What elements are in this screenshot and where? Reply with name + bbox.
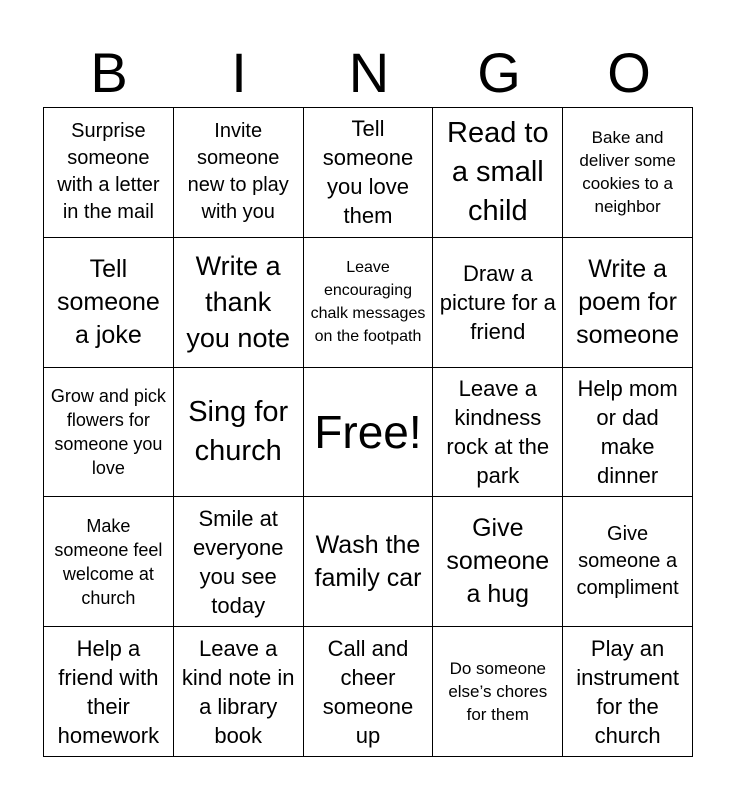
cell-text: Grow and pick flowers for someone you love — [50, 385, 166, 478]
bingo-cell-r4c1[interactable] — [44, 497, 174, 627]
bingo-cell-r5c2[interactable] — [174, 627, 304, 757]
cell-text: Tell someone a joke — [56, 254, 160, 349]
bingo-cell-r5c3[interactable] — [304, 627, 434, 757]
cell-text: Help mom or dad make dinner — [577, 375, 678, 488]
bingo-cell-r5c1[interactable] — [44, 627, 174, 757]
header-letter-n: N — [348, 41, 390, 104]
cell-text: Give someone a hug — [446, 514, 550, 609]
bingo-cell-r3c5[interactable] — [563, 368, 693, 498]
cell-text: Leave a kindness rock at the park — [446, 375, 550, 488]
bingo-board — [43, 107, 693, 757]
cell-text: Tell someone you love them — [322, 116, 414, 229]
bingo-cell-r1c2[interactable] — [174, 108, 304, 238]
bingo-cell-r3c1[interactable] — [44, 368, 174, 498]
cell-text: Make someone feel welcome at church — [54, 515, 163, 608]
bingo-cell-r5c5[interactable] — [563, 627, 693, 757]
bingo-cell-r2c4[interactable] — [433, 238, 563, 368]
header-letter-o: O — [607, 41, 651, 104]
cell-text: Leave a kind note in a library book — [181, 635, 295, 748]
bingo-cell-r4c2[interactable] — [174, 497, 304, 627]
cell-text: Invite someone new to play with you — [187, 120, 289, 224]
cell-text: Write a thank you note — [186, 251, 290, 354]
bingo-cell-r2c3[interactable] — [304, 238, 434, 368]
cell-text: Help a friend with their homework — [57, 635, 160, 748]
bingo-cell-r4c5[interactable] — [563, 497, 693, 627]
cell-text: Sing for church — [188, 395, 289, 467]
cell-text: Write a poem for someone — [576, 254, 680, 349]
cell-text: Do someone else’s chores for them — [448, 659, 548, 725]
bingo-cell-r1c4[interactable] — [433, 108, 563, 238]
cell-text: Smile at everyone you see today — [192, 505, 284, 618]
bingo-header — [44, 40, 694, 106]
bingo-cell-r4c4[interactable] — [433, 497, 563, 627]
cell-text: Wash the family car — [314, 530, 422, 592]
bingo-cell-r1c1[interactable] — [44, 108, 174, 238]
bingo-cell-r2c5[interactable] — [563, 238, 693, 368]
header-letter-b: B — [90, 41, 128, 104]
header-letter-i: I — [231, 41, 247, 104]
header-letter-g: G — [477, 41, 521, 104]
bingo-cell-r2c2[interactable] — [174, 238, 304, 368]
bingo-cell-free[interactable] — [304, 368, 434, 498]
cell-text: Give someone a compliment — [576, 523, 679, 600]
cell-text: Surprise someone with a letter in the mail — [57, 120, 160, 224]
bingo-cell-r1c3[interactable] — [304, 108, 434, 238]
free-space-text: Free! — [314, 405, 422, 458]
bingo-cell-r1c5[interactable] — [563, 108, 693, 238]
bingo-cell-r4c3[interactable] — [304, 497, 434, 627]
cell-text: Draw a picture for a friend — [439, 260, 556, 344]
cell-text: Bake and deliver some cookies to a neighbor — [579, 128, 676, 217]
bingo-cell-r5c4[interactable] — [433, 627, 563, 757]
cell-text: Call and cheer someone up — [322, 635, 414, 748]
cell-text: Play an instrument for the church — [576, 635, 679, 748]
bingo-cell-r3c4[interactable] — [433, 368, 563, 498]
cell-text: Read to a small child — [447, 116, 549, 227]
bingo-cell-r2c1[interactable] — [44, 238, 174, 368]
cell-text: Leave encouraging chalk messages on the footpath — [310, 259, 426, 346]
bingo-cell-r3c2[interactable] — [174, 368, 304, 498]
